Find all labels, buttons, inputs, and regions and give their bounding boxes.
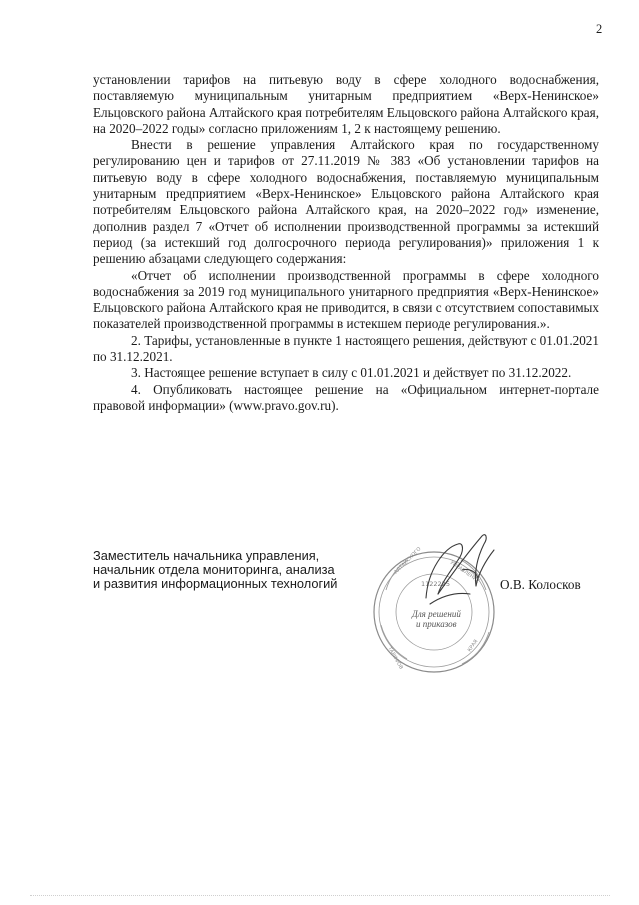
scan-edge-line (30, 895, 610, 896)
svg-text:КРАЯ: КРАЯ (466, 638, 480, 654)
signatory-position (93, 549, 337, 592)
official-stamp (366, 530, 506, 680)
stamp-line: и приказов (416, 619, 457, 629)
position-line: Заместитель начальника управления, (93, 548, 320, 563)
paragraph-item-2: 2. Тарифы, установленные в пункте 1 настоящего решения, действуют с 01.01.2021 по 31.12.2021. (93, 332, 599, 365)
document-body (93, 72, 599, 414)
svg-text:УПРАВЛЕНИЕ: УПРАВЛЕНИЕ (448, 559, 481, 585)
paragraph-continuation: установлении тарифов на питьевую воду в сфере холодного водоснабжения, поставляемую муниципальным унитарным предприятием «Верх-Ненинское» Ельцовского района Алтайского края потребителям Ельцовского района Алтайского края, на 2020–2022 годы» согласно приложениям 1, 2 к настоящему решению. (93, 72, 599, 136)
page-number: 2 (596, 22, 603, 36)
paragraph-item-4: 4. Опубликовать настоящее решение на «Официальном интернет-портале правовой информации» (www.pravo.gov.ru). (93, 381, 599, 413)
position-line: и развития информационных технологий (93, 576, 338, 592)
signatory-name: О.В. Колосков (500, 577, 581, 592)
position-line: начальник отдела мониторинга, анализа (93, 562, 335, 578)
paragraph-amendment: Внести в решение управления Алтайского края по государственному регулированию цен и тарифов от 27.11.2019 № 383 «Об установлении тарифов на питьевую воду в сфере холодного водоснабжения, поставляемую муниципальным унитарным предприятием «Верх-Ненинское» Ельцовского района Алтайского края потребителям Ельцовского района Алтайского края, на 2020–2022 год» изменение, дополнив раздел 7 «Отчет об исполнении производственной программы за истекший период (за истекший год долгосрочного периода регулирования)» приложения 1 к решению абзацами следующего содержания: (93, 137, 599, 267)
paragraph-quote: «Отчет об исполнении производственной программы в сфере холодного водоснабжения за 2019 год муниципального унитарного предприятия «Верх-Ненинское» Ельцовского района Алтайского края не приводится, в связи с отсутствием сопоставимых показателей производственной программы в истекшем периоде регулирования.». (93, 267, 599, 332)
paragraph-item-3: 3. Настоящее решение вступает в силу с 01.01.2021 и действует по 31.12.2022. (131, 365, 572, 381)
stamp-line: Для решений (412, 609, 461, 619)
svg-text:АЛТАЙСКОГО: АЛТАЙСКОГО (393, 546, 423, 576)
svg-text:ТАРИФОВ: ТАРИФОВ (386, 646, 404, 671)
stamp-number: 1122225 (421, 580, 450, 588)
stamp-inner-text (412, 609, 461, 629)
